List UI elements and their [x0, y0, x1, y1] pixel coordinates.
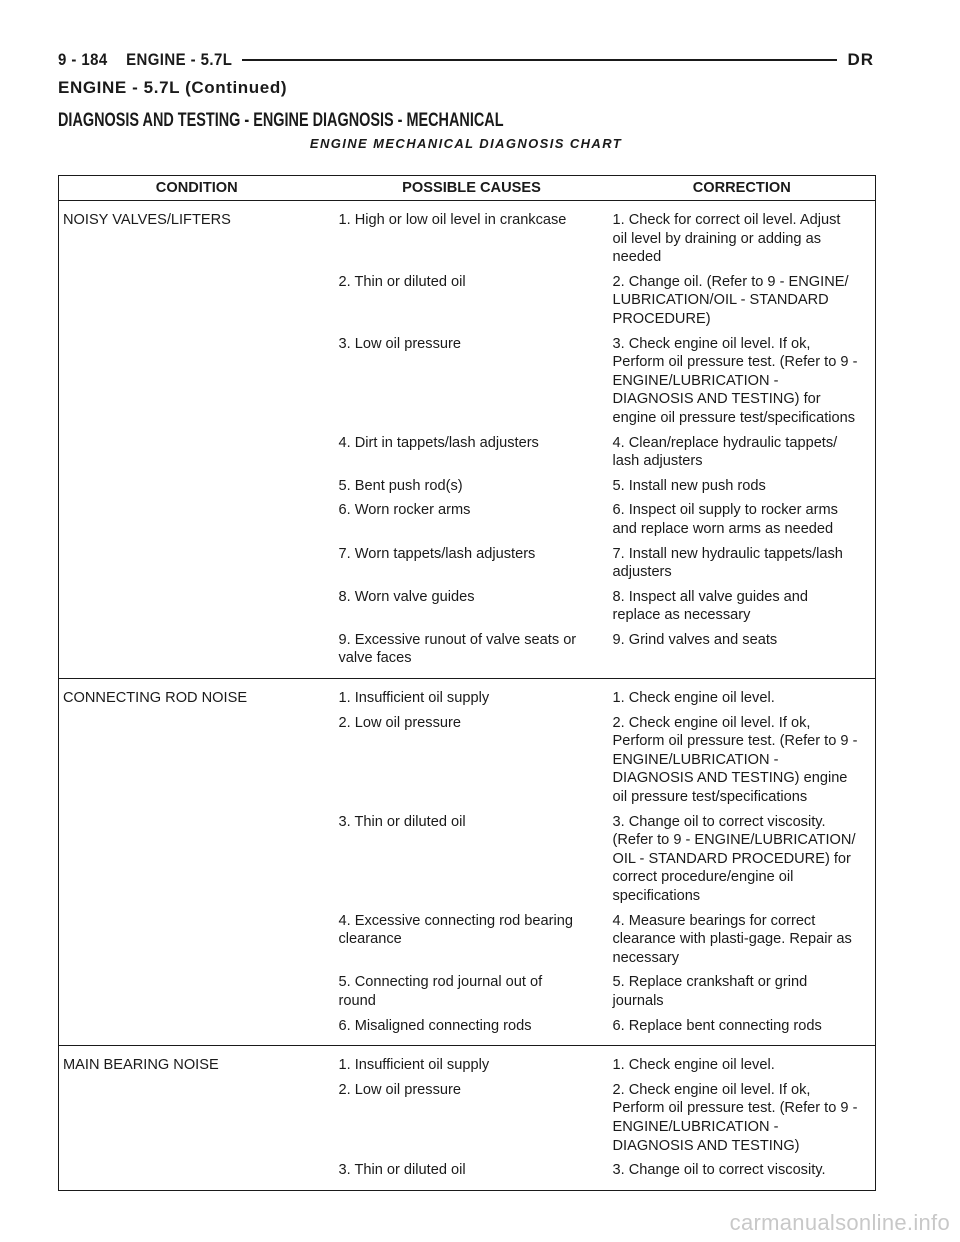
correction-line: 1. Check for correct oil level. Adjust [612, 212, 841, 228]
correction-line: OIL - STANDARD PROCEDURE) for [612, 850, 851, 867]
possible-cause-line: 1. Insufficient oil supply [338, 690, 490, 707]
possible-cause-line: 2. Low oil pressure [338, 714, 461, 731]
column-header-correction: CORRECTION [609, 176, 876, 201]
correction-cell [609, 973, 876, 1016]
correction-line: 9. Grind valves and seats [612, 631, 778, 648]
condition-text: MAIN BEARING NOISE [63, 1057, 219, 1074]
possible-cause-line: 2. Thin or diluted oil [338, 273, 466, 290]
section-title: DIAGNOSIS AND TESTING - ENGINE DIAGNOSIS - MECHANICAL [58, 110, 504, 131]
possible-cause-cell [335, 631, 609, 679]
correction-line: ENGINE/LUBRICATION - [612, 372, 779, 389]
condition-cell [59, 714, 335, 813]
correction-cell [609, 545, 876, 588]
possible-cause-line: valve faces [338, 650, 412, 667]
correction-line: 3. Check engine oil level. If ok, [612, 335, 811, 352]
correction-line: DIAGNOSIS AND TESTING) for [612, 391, 821, 408]
condition-cell [59, 201, 335, 273]
condition-cell [59, 335, 335, 434]
correction-line: ENGINE/LUBRICATION - [612, 751, 779, 768]
possible-cause-line: 1. High or low oil level in crankcase [338, 212, 567, 228]
table-row [59, 1161, 876, 1190]
possible-cause-cell [335, 434, 609, 477]
correction-cell [609, 714, 876, 813]
possible-cause-cell [335, 201, 609, 273]
correction-line: 5. Replace crankshaft or grind [612, 974, 808, 991]
condition-cell [59, 1161, 335, 1190]
possible-cause-line: 7. Worn tappets/lash adjusters [338, 545, 536, 562]
possible-cause-cell [335, 588, 609, 631]
table-row [59, 545, 876, 588]
correction-cell [609, 1017, 876, 1046]
correction-cell [609, 912, 876, 974]
possible-cause-line: 1. Insufficient oil supply [338, 1057, 490, 1074]
condition-text: NOISY VALVES/LIFTERS [63, 212, 231, 228]
correction-line: (Refer to 9 - ENGINE/LUBRICATION/ [612, 832, 856, 849]
table-header [59, 176, 876, 201]
diagnosis-table [58, 175, 876, 1191]
watermark: carmanualsonline.info [729, 1210, 950, 1235]
condition-cell [59, 973, 335, 1016]
correction-line: engine oil pressure test/specifications [612, 409, 856, 426]
correction-cell [609, 588, 876, 631]
correction-line: and replace worn arms as needed [612, 520, 834, 537]
correction-line: LUBRICATION/OIL - STANDARD [612, 292, 829, 309]
correction-line: 1. Check engine oil level. [612, 690, 775, 707]
table-row [59, 973, 876, 1016]
possible-cause-cell [335, 477, 609, 502]
possible-cause-line: 8. Worn valve guides [338, 588, 475, 605]
possible-cause-cell [335, 545, 609, 588]
possible-cause-cell [335, 335, 609, 434]
correction-line: adjusters [612, 564, 672, 581]
condition-cell [59, 588, 335, 631]
possible-cause-line: 3. Thin or diluted oil [338, 1162, 466, 1179]
table-row [59, 912, 876, 974]
correction-line: Perform oil pressure test. (Refer to 9 - [612, 354, 858, 371]
correction-cell [609, 201, 876, 273]
page-number: 9 - 184 [58, 50, 108, 69]
possible-cause-cell [335, 973, 609, 1016]
correction-line: DIAGNOSIS AND TESTING) engine [612, 770, 848, 787]
correction-line: 3. Change oil to correct viscosity. [612, 813, 826, 830]
possible-cause-line: 9. Excessive runout of valve seats or [338, 631, 577, 648]
header-rule [242, 59, 837, 61]
correction-line: 2. Change oil. (Refer to 9 - ENGINE/ [612, 273, 849, 290]
correction-line: Perform oil pressure test. (Refer to 9 - [612, 733, 858, 750]
correction-line: 4. Measure bearings for correct [612, 912, 816, 929]
correction-line: 2. Check engine oil level. If ok, [612, 714, 811, 731]
possible-cause-cell [335, 1081, 609, 1161]
table-row [59, 714, 876, 813]
possible-cause-cell [335, 1046, 609, 1081]
correction-cell [609, 477, 876, 502]
table-header-row [59, 176, 876, 201]
correction-line: 4. Clean/replace hydraulic tappets/ [612, 434, 838, 451]
correction-line: ENGINE/LUBRICATION - [612, 1118, 779, 1135]
condition-cell [59, 1046, 335, 1081]
possible-cause-line: 3. Low oil pressure [338, 335, 461, 352]
possible-cause-line: round [338, 992, 376, 1009]
table-row [59, 1046, 876, 1081]
condition-cell [59, 1017, 335, 1046]
table-row [59, 501, 876, 544]
table-row [59, 679, 876, 714]
table-row [59, 588, 876, 631]
correction-line: necessary [612, 949, 680, 966]
correction-line: journals [612, 992, 664, 1009]
condition-cell [59, 1081, 335, 1161]
correction-cell [609, 1161, 876, 1190]
possible-cause-cell [335, 813, 609, 912]
correction-line: 2. Check engine oil level. If ok, [612, 1081, 811, 1098]
possible-cause-line: 3. Thin or diluted oil [338, 813, 466, 830]
correction-line: specifications [612, 888, 701, 904]
possible-cause-cell [335, 679, 609, 714]
correction-cell [609, 434, 876, 477]
table-row [59, 813, 876, 912]
model-code: DR [847, 50, 874, 69]
table-row [59, 1081, 876, 1161]
table-row [59, 631, 876, 679]
header-section: ENGINE - 5.7L [126, 50, 233, 69]
possible-cause-line: 5. Connecting rod journal out of [338, 974, 543, 991]
correction-line: correct procedure/engine oil [612, 869, 794, 886]
table-row [59, 273, 876, 335]
possible-cause-line: 2. Low oil pressure [338, 1081, 461, 1098]
condition-cell [59, 434, 335, 477]
correction-cell [609, 1081, 876, 1161]
correction-line: oil pressure test/specifications [612, 789, 808, 806]
possible-cause-cell [335, 714, 609, 813]
correction-cell [609, 679, 876, 714]
correction-line: needed [612, 249, 662, 266]
chart-title: ENGINE MECHANICAL DIAGNOSIS CHART [309, 136, 623, 151]
correction-line: oil level by draining or adding as [612, 230, 821, 247]
correction-line: DIAGNOSIS AND TESTING) [612, 1137, 800, 1154]
condition-cell [59, 631, 335, 679]
table-row [59, 477, 876, 502]
condition-cell [59, 545, 335, 588]
correction-line: lash adjusters [612, 453, 703, 470]
correction-line: 5. Install new push rods [612, 477, 766, 494]
correction-cell [609, 273, 876, 335]
condition-cell [59, 912, 335, 974]
possible-cause-line: 4. Excessive connecting rod bearing [338, 912, 573, 929]
condition-group [59, 201, 876, 679]
correction-cell [609, 501, 876, 544]
correction-cell [609, 631, 876, 679]
page-header-left [58, 50, 232, 70]
possible-cause-line: clearance [338, 931, 402, 948]
condition-group [59, 679, 876, 1046]
correction-line: 7. Install new hydraulic tappets/lash [612, 545, 843, 562]
continued-title: ENGINE - 5.7L (Continued) [58, 78, 288, 97]
table-row [59, 1017, 876, 1046]
correction-line: 6. Inspect oil supply to rocker arms [612, 502, 838, 519]
correction-line: clearance with plasti-gage. Repair as [612, 931, 852, 948]
correction-line: 3. Change oil to correct viscosity. [612, 1162, 826, 1179]
condition-cell [59, 679, 335, 714]
correction-line: 1. Check engine oil level. [612, 1057, 775, 1074]
possible-cause-cell [335, 501, 609, 544]
correction-cell [609, 1046, 876, 1081]
column-header-possible-causes: POSSIBLE CAUSES [335, 176, 609, 201]
condition-cell [59, 501, 335, 544]
possible-cause-cell [335, 1017, 609, 1046]
condition-group [59, 1046, 876, 1191]
table-row [59, 434, 876, 477]
possible-cause-line: 6. Misaligned connecting rods [338, 1017, 532, 1034]
correction-line: replace as necessary [612, 607, 751, 624]
condition-cell [59, 273, 335, 335]
correction-cell [609, 335, 876, 434]
column-header-condition: CONDITION [59, 176, 335, 201]
condition-cell [59, 813, 335, 912]
correction-cell [609, 813, 876, 912]
table-row [59, 335, 876, 434]
possible-cause-cell [335, 273, 609, 335]
table-row [59, 201, 876, 273]
possible-cause-line: 4. Dirt in tappets/lash adjusters [338, 434, 539, 451]
page-header [58, 48, 874, 72]
possible-cause-line: 6. Worn rocker arms [338, 502, 471, 519]
correction-line: PROCEDURE) [612, 310, 711, 327]
correction-line: Perform oil pressure test. (Refer to 9 - [612, 1100, 858, 1117]
possible-cause-line: 5. Bent push rod(s) [338, 477, 463, 494]
condition-cell [59, 477, 335, 502]
possible-cause-cell [335, 912, 609, 974]
condition-text: CONNECTING ROD NOISE [63, 690, 248, 707]
correction-line: 8. Inspect all valve guides and [612, 588, 809, 605]
possible-cause-cell [335, 1161, 609, 1190]
correction-line: 6. Replace bent connecting rods [612, 1017, 822, 1034]
